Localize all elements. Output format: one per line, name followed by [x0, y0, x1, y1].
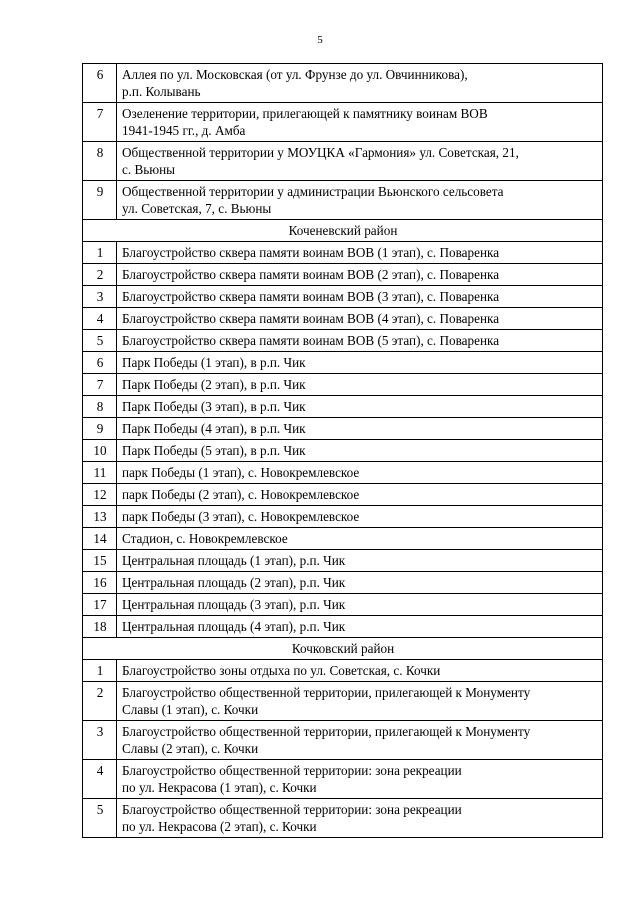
row-number: 6	[83, 64, 117, 103]
table-row	[83, 721, 603, 760]
description-line: Парк Победы (5 этап), в р.п. Чик	[122, 443, 306, 458]
row-description	[117, 616, 603, 638]
description-line: Общественной территории у МОУЦКА «Гармония» ул. Советская, 21,	[122, 145, 519, 160]
row-number: 9	[83, 418, 117, 440]
description-line: Благоустройство общественной территории, прилегающей к Монументу	[122, 685, 531, 700]
row-number: 8	[83, 396, 117, 418]
row-description	[117, 330, 603, 352]
row-number: 15	[83, 550, 117, 572]
section-header-row	[83, 220, 603, 242]
row-description	[117, 418, 603, 440]
table-row	[83, 528, 603, 550]
section-title: Кочковский район	[83, 638, 603, 660]
row-number: 13	[83, 506, 117, 528]
row-description	[117, 142, 603, 181]
table-row	[83, 462, 603, 484]
description-line: парк Победы (2 этап), с. Новокремлевское	[122, 487, 360, 502]
description-line: Озеленение территории, прилегающей к памятнику воинам ВОВ	[122, 106, 488, 121]
description-line: с. Вьюны	[122, 162, 176, 177]
row-description	[117, 721, 603, 760]
description-line: р.п. Колывань	[122, 84, 201, 99]
description-line: Благоустройство сквера памяти воинам ВОВ (4 этап), с. Поваренка	[122, 311, 500, 326]
description-line: Общественной территории у администрации Вьюнского сельсовета	[122, 184, 504, 199]
description-line: Центральная площадь (2 этап), р.п. Чик	[122, 575, 346, 590]
description-line: Парк Победы (2 этап), в р.п. Чик	[122, 377, 306, 392]
row-description	[117, 308, 603, 330]
row-number: 18	[83, 616, 117, 638]
row-number: 1	[83, 660, 117, 682]
page-number: 5	[317, 34, 323, 46]
row-number: 4	[83, 760, 117, 799]
description-line: Славы (2 этап), с. Кочки	[122, 741, 259, 756]
table-row	[83, 484, 603, 506]
table-row	[83, 264, 603, 286]
description-line: Благоустройство общественной территории, прилегающей к Монументу	[122, 724, 531, 739]
description-line: парк Победы (1 этап), с. Новокремлевское	[122, 465, 360, 480]
row-number: 17	[83, 594, 117, 616]
row-description	[117, 264, 603, 286]
description-line: Центральная площадь (4 этап), р.п. Чик	[122, 619, 346, 634]
row-description	[117, 462, 603, 484]
row-number: 11	[83, 462, 117, 484]
table-row	[83, 352, 603, 374]
row-number: 2	[83, 682, 117, 721]
row-number: 9	[83, 181, 117, 220]
row-number: 2	[83, 264, 117, 286]
table-row	[83, 550, 603, 572]
row-number: 5	[83, 799, 117, 838]
table-row	[83, 506, 603, 528]
table-row	[83, 64, 603, 103]
row-description	[117, 528, 603, 550]
row-number: 7	[83, 103, 117, 142]
table-row	[83, 660, 603, 682]
row-description	[117, 103, 603, 142]
table-row	[83, 286, 603, 308]
table-row	[83, 103, 603, 142]
description-line: Парк Победы (1 этап), в р.п. Чик	[122, 355, 306, 370]
table-row	[83, 374, 603, 396]
row-description	[117, 440, 603, 462]
description-line: Благоустройство общественной территории: зона рекреации	[122, 763, 462, 778]
description-line: Центральная площадь (3 этап), р.п. Чик	[122, 597, 346, 612]
row-number: 16	[83, 572, 117, 594]
description-line: Благоустройство зоны отдыха по ул. Советская, с. Кочки	[122, 663, 441, 678]
row-description	[117, 64, 603, 103]
territories-table	[82, 63, 603, 838]
table-row	[83, 418, 603, 440]
row-description	[117, 799, 603, 838]
table-row	[83, 616, 603, 638]
description-line: по ул. Некрасова (2 этап), с. Кочки	[122, 819, 317, 834]
row-description	[117, 594, 603, 616]
table-row	[83, 308, 603, 330]
description-line: парк Победы (3 этап), с. Новокремлевское	[122, 509, 360, 524]
row-number: 10	[83, 440, 117, 462]
table-row	[83, 799, 603, 838]
description-line: Парк Победы (3 этап), в р.п. Чик	[122, 399, 306, 414]
description-line: по ул. Некрасова (1 этап), с. Кочки	[122, 780, 317, 795]
description-line: Благоустройство общественной территории: зона рекреации	[122, 802, 462, 817]
row-description	[117, 506, 603, 528]
row-number: 3	[83, 286, 117, 308]
row-number: 12	[83, 484, 117, 506]
row-number: 7	[83, 374, 117, 396]
table-row	[83, 594, 603, 616]
row-description	[117, 572, 603, 594]
row-description	[117, 760, 603, 799]
table-row	[83, 682, 603, 721]
description-line: Парк Победы (4 этап), в р.п. Чик	[122, 421, 306, 436]
row-number: 14	[83, 528, 117, 550]
row-number: 1	[83, 242, 117, 264]
table-body	[83, 64, 603, 838]
description-line: 1941-1945 гг., д. Амба	[122, 123, 246, 138]
row-number: 3	[83, 721, 117, 760]
table-row	[83, 142, 603, 181]
row-description	[117, 396, 603, 418]
table-row	[83, 330, 603, 352]
table-row	[83, 572, 603, 594]
row-description	[117, 660, 603, 682]
table-row	[83, 181, 603, 220]
row-description	[117, 374, 603, 396]
table-row	[83, 440, 603, 462]
row-description	[117, 550, 603, 572]
row-description	[117, 484, 603, 506]
row-number: 8	[83, 142, 117, 181]
table-row	[83, 242, 603, 264]
description-line: Аллея по ул. Московская (от ул. Фрунзе до ул. Овчинникова),	[122, 67, 468, 82]
section-title: Коченевский район	[83, 220, 603, 242]
description-line: Благоустройство сквера памяти воинам ВОВ (5 этап), с. Поваренка	[122, 333, 500, 348]
row-description	[117, 286, 603, 308]
description-line: Центральная площадь (1 этап), р.п. Чик	[122, 553, 346, 568]
row-description	[117, 682, 603, 721]
row-number: 5	[83, 330, 117, 352]
row-description	[117, 242, 603, 264]
section-header-row	[83, 638, 603, 660]
description-line: Благоустройство сквера памяти воинам ВОВ (1 этап), с. Поваренка	[122, 245, 500, 260]
table-row	[83, 396, 603, 418]
description-line: Благоустройство сквера памяти воинам ВОВ (3 этап), с. Поваренка	[122, 289, 500, 304]
row-description	[117, 352, 603, 374]
description-line: ул. Советская, 7, с. Вьюны	[122, 201, 272, 216]
table-row	[83, 760, 603, 799]
row-number: 6	[83, 352, 117, 374]
description-line: Стадион, с. Новокремлевское	[122, 531, 288, 546]
row-number: 4	[83, 308, 117, 330]
row-description	[117, 181, 603, 220]
description-line: Славы (1 этап), с. Кочки	[122, 702, 259, 717]
description-line: Благоустройство сквера памяти воинам ВОВ (2 этап), с. Поваренка	[122, 267, 500, 282]
